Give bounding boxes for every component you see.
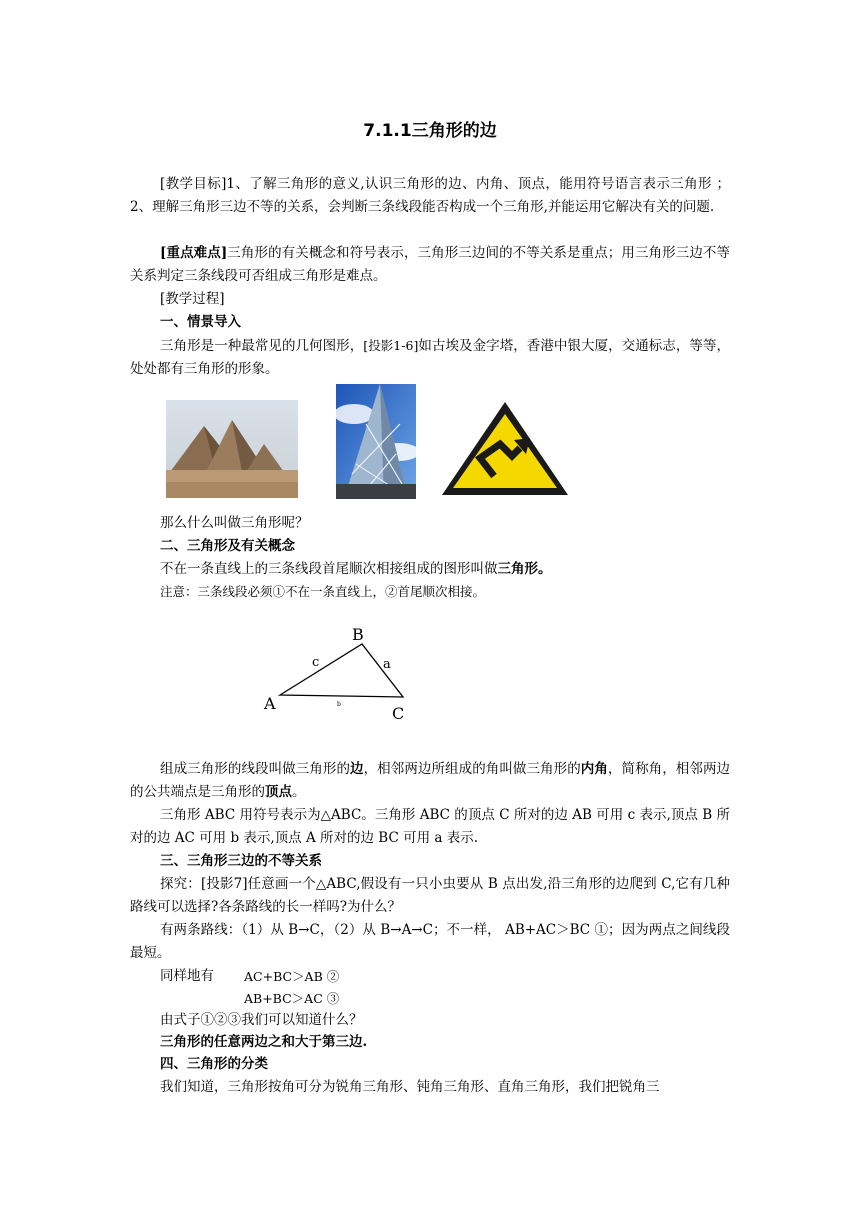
vertex-a-label: A: [264, 694, 276, 713]
section3-heading: 三、三角形三边的不等关系: [160, 853, 322, 869]
vertex-b-label: B: [352, 625, 364, 644]
side-a-label: a: [383, 657, 391, 672]
terms-text-3: ，相邻两边所组成的角叫做三角形的: [363, 761, 581, 777]
key-points-paragraph: [130, 242, 730, 288]
section2-heading: 二、三角形及有关概念: [160, 538, 295, 554]
objectives-label: [教学目标]: [160, 176, 227, 192]
section1-heading: 一、情景导入: [160, 314, 241, 330]
inequality-3: AB+BC＞AC ③: [244, 991, 340, 1006]
note-text: 注意：三条线段必须①不在一条直线上，②首尾顺次相接。: [160, 584, 486, 599]
vertex-c-label: C: [392, 704, 405, 723]
term-side: 边: [350, 761, 364, 777]
page-title: 7.1.1三角形的边: [363, 121, 497, 141]
inequality-2: AC+BC＞AB ②: [244, 969, 340, 984]
pyramids-image: [166, 400, 298, 498]
terms-text-5: ，简称角，相邻两边的公共端点是三角形的: [130, 761, 731, 800]
explore-paragraph: 探究：[投影7]任意画一个△ABC,假设有一只小虫要从 B 点出发,沿三角形的边爬到 C,它有几种路线可以选择?各条路线的长一样吗?为什么？: [130, 876, 730, 915]
terms-text-1: 组成三角形的线段叫做三角形的: [160, 761, 351, 777]
traffic-sign-image: [438, 398, 572, 499]
triangle-definition: [160, 558, 552, 581]
what-is-triangle-question: 那么什么叫做三角形呢？: [160, 515, 309, 531]
side-c-label: c: [312, 655, 320, 670]
intro-text-a: 三角形是一种最常见的几何图形，: [160, 338, 364, 354]
terms-text-7: 。: [292, 784, 306, 800]
objectives-text: 1、了解三角形的意义,认识三角形的边、内角、顶点，能用符号语言表示三角形 ；2、理解三角形三边不等的关系，会判断三条线段能否构成一个三角形,并能运用它解决有关的问题.: [130, 176, 730, 215]
key-points-text: 三角形的有关概念和符号表示，三角形三边间的不等关系是重点；用三角形三边不等关系判定三条线段可否组成三角形是难点。: [130, 245, 730, 284]
definition-text: 不在一条直线上的三条线段首尾顺次相接组成的图形叫做: [160, 561, 498, 577]
objectives-paragraph: [130, 173, 730, 219]
inequality-question: 由式子①②③我们可以知道什么？: [160, 1012, 363, 1028]
intro-text-c: 如古埃及金字塔，香港中银大厦，交通标志，等等，处处都有三角形的形象。: [130, 338, 731, 377]
term-interior-angle: 内角: [580, 761, 608, 777]
triangle-inequality-conclusion: 三角形的任意两边之和大于第三边.: [160, 1034, 368, 1050]
symbol-paragraph: 三角形 ABC 用符号表示为△ABC。三角形 ABC 的顶点 C 所对的边 AB 可用 c 表示,顶点 B 所对的边 AC 可用 b 表示,顶点 A 所对的边 BC 可用 a 表示.: [130, 807, 730, 846]
bank-of-china-tower-image: [336, 384, 416, 499]
routes-paragraph: 有两条路线：（1）从 B→C，（2）从 B→A→C；不一样， AB+AC＞BC ①；因为两点之间线段最短。: [130, 922, 730, 961]
triangle-diagram: [256, 620, 426, 730]
terms-paragraph: [130, 758, 730, 804]
intro-paragraph: [130, 334, 730, 381]
key-points-label: [重点难点]: [160, 245, 228, 261]
definition-term: 三角形。: [497, 561, 552, 577]
projection-ref: [投影1-6]: [363, 338, 419, 353]
process-label: [教学过程]: [160, 291, 225, 307]
section4-heading: 四、三角形的分类: [160, 1056, 268, 1072]
term-vertex: 顶点: [265, 784, 292, 800]
similar-label: 同样地有: [160, 968, 214, 984]
side-b-label: b: [337, 701, 341, 708]
classification-text: 我们知道，三角形按角可分为锐角三角形、钝角三角形、直角三角形，我们把锐角三: [160, 1079, 660, 1095]
